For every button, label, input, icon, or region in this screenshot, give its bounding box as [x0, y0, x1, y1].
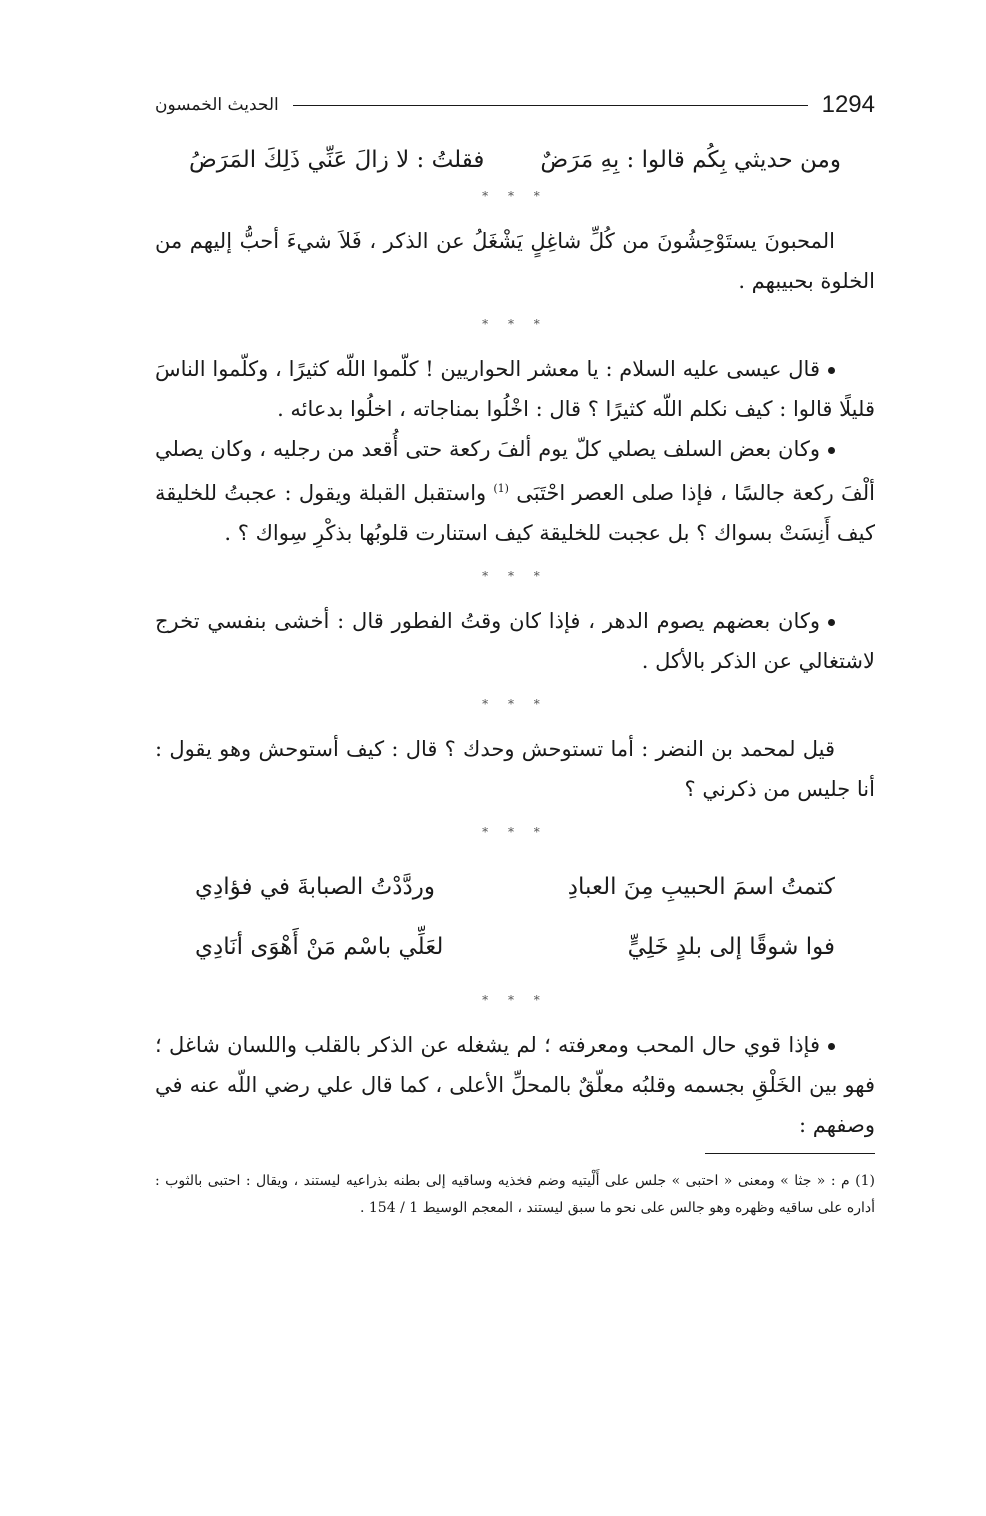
footnote-rule — [705, 1153, 875, 1154]
bullet-icon — [828, 447, 835, 454]
paragraph-lovers-solitude: المحبونَ يستَوْحِشُونَ من كُلِّ شاغِلٍ يَشْغَلُ عن الذكر ، فَلاَ شيءَ أحبُّ إليهم من الخلوة بحبيبهم . — [155, 229, 875, 293]
paragraph-fasting — [155, 601, 875, 681]
poem-hemistich: وردَّدْتُ الصبابةَ في فؤادِي — [195, 874, 435, 900]
paragraph-text: وكان بعضهم يصوم الدهر ، فإذا كان وقتُ الفطور قال : أخشى بنفسي تخرج لاشتغالي عن الذكر بالأكل . — [155, 609, 875, 673]
footnote: (1) م : « جثا » ومعنى « احتبى » جلس على أَلْيتيه وضم فخذيه وساقيه إلى بطنه بذراعيه ليستند ، ويقال : احتبى بالثوب : أداره على ساقيه وظهره وهو جالس على نحو ما سبق ليستند ، المعجم الوسيط 1 / 154 . — [155, 1173, 875, 1216]
bullet-icon — [828, 619, 835, 626]
paragraph-ibn-nadr: قيل لمحمد بن النضر : أما تستوحش وحدك ؟ قال : كيف أستوحش وهو يقول : أنا جليس من ذكرني ؟ — [155, 737, 875, 801]
verse-hemistich-1: ومن حديثي بِكُم قالوا : بِهِ مَرَضٌ — [540, 147, 841, 173]
section-separator: * * * — [482, 825, 548, 839]
page-header — [155, 85, 875, 125]
paragraph-isa-saying — [155, 349, 875, 429]
poem-hemistich: كتمتُ اسمَ الحبيبِ مِنَ العبادِ — [567, 874, 835, 900]
section-separator: * * * — [482, 697, 548, 711]
running-title: الحديث الخمسون — [155, 95, 279, 115]
poem-line — [155, 857, 875, 917]
poem — [155, 857, 875, 977]
book-page — [155, 85, 875, 1236]
paragraph-text: واستقبل القبلة ويقول : عجبتُ للخليقة كيف أَنِسَتْ بسواك ؟ بل عجبت للخليقة كيف استنارت قلوبُها بذكْرِ سِواك ؟ . — [155, 481, 875, 545]
section-separator: * * * — [482, 317, 548, 331]
paragraph-text: قال عيسى عليه السلام : يا معشر الحواريين ! كلّموا اللّه كثيرًا ، وكلّموا الناسَ قليلًا قالوا : كيف نكلم اللّه كثيرًا ؟ قال : اخْلُوا بمناجاته ، اخلُوا بدعائه . — [155, 357, 875, 421]
poem-line — [155, 917, 875, 977]
bullet-icon — [828, 1043, 835, 1050]
page-number: 1294 — [821, 91, 875, 118]
header-rule — [293, 105, 808, 106]
verse-hemistich-2: فقلتُ : لا زالَ عَنِّي ذَلِكَ المَرَضُ — [189, 147, 485, 173]
opening-verse — [155, 147, 875, 173]
paragraph-text: فإذا قوي حال المحب ومعرفته ؛ لم يشغله عن الذكر بالقلب واللسان شاغل ؛ فهو بين الخَلْقِ بجسمه وقلبُه معلّقٌ بالمحلِّ الأعلى ، كما قال علي رضي اللّه عنه في وصفهم : — [155, 1033, 875, 1137]
paragraph-lover-state — [155, 1025, 875, 1145]
section-separator: * * * — [482, 993, 548, 1007]
section-separator: * * * — [482, 569, 548, 583]
bullet-icon — [828, 367, 835, 374]
poem-hemistich: فوا شوقًا إلى بلدٍ خَلِيٍّ — [627, 934, 835, 960]
footnote-reference[interactable]: (1) — [493, 482, 509, 495]
section-separator: * * * — [482, 189, 548, 203]
poem-hemistich: لعَلِّي باسْم مَنْ أَهْوَى أنَادِي — [195, 934, 444, 960]
paragraph-salaf-prayer — [155, 429, 875, 553]
paragraph-text: وكان بعض السلف يصلي كلّ يوم ألفَ ركعة حتى أُقعد من رجليه ، وكان يصلي ألْفَ ركعة جالسًا ، فإذا صلى العصر احْتَبَى — [155, 437, 875, 505]
